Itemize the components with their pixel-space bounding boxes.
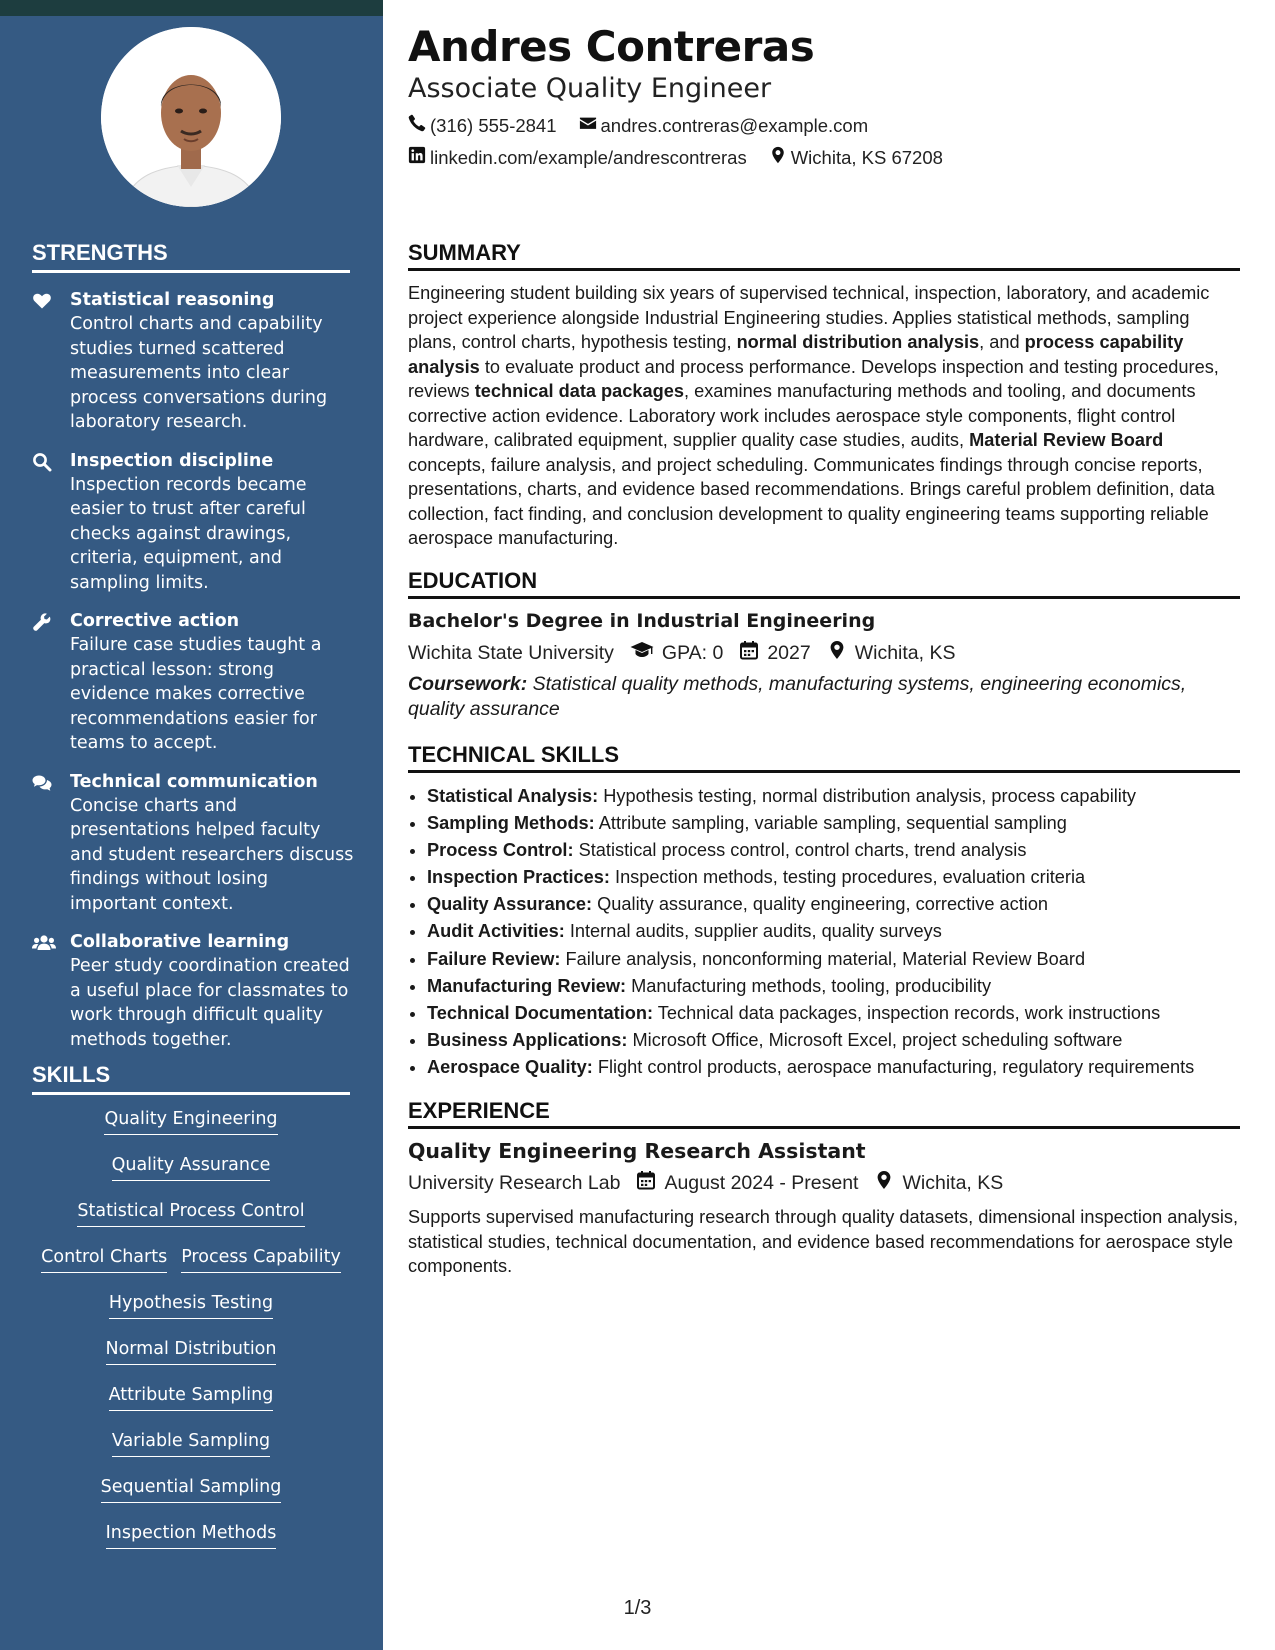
list-item [427, 810, 1259, 837]
summary-emphasis: Material Review Board [969, 430, 1164, 450]
sidebar-top-band [0, 0, 383, 16]
graduation-year: 2027 [767, 641, 811, 664]
skill-tag: Statistical Process Control [77, 1200, 304, 1227]
map-pin-icon [827, 640, 855, 666]
skills-cloud [32, 1108, 350, 1568]
summary-segment: to evaluate product and process performance. Develops inspection and testing procedures, reviews [408, 356, 1219, 401]
job-role: Quality Engineering Research Assistant [408, 1139, 866, 1163]
comments-icon [32, 773, 52, 793]
skill-label: Quality Assurance: [427, 894, 593, 915]
experience-location-text: Wichita, KS [902, 1171, 1004, 1194]
heart-icon [32, 291, 52, 311]
strength-title: Corrective action [70, 611, 240, 631]
list-item [427, 918, 1259, 945]
contact-line-2 [408, 146, 965, 169]
skill-tag: Control Charts [41, 1246, 167, 1273]
linkedin-contact[interactable] [408, 146, 747, 169]
skill-tag: Variable Sampling [112, 1430, 270, 1457]
education-meta [408, 640, 972, 666]
summary-heading: SUMMARY [408, 240, 1240, 271]
skill-value: Quality assurance, quality engineering, corrective action [597, 894, 1049, 915]
strength-title: Technical communication [70, 771, 318, 792]
users-icon [32, 933, 52, 953]
technical-skills-heading: TECHNICAL SKILLS [408, 742, 1240, 773]
strength-title: Collaborative learning [70, 932, 290, 952]
email-contact[interactable] [579, 114, 869, 137]
strength-desc: Peer study coordination created a useful place for classmates to work through difficult quality methods together. [70, 956, 350, 1050]
wrench-icon [32, 612, 52, 632]
skill-label: Failure Review: [427, 948, 561, 969]
linkedin-icon [408, 146, 430, 169]
skill-tag: Quality Assurance [112, 1154, 271, 1181]
summary-emphasis: normal distribution analysis [736, 332, 980, 352]
skill-value: Attribute sampling, variable sampling, sequential sampling [598, 813, 1067, 834]
strengths-heading: STRENGTHS [32, 240, 350, 273]
location-text: Wichita, KS 67208 [790, 146, 943, 168]
employment-dates: August 2024 - Present [664, 1171, 859, 1194]
skill-label: Sampling Methods: [427, 813, 595, 834]
skill-value: Microsoft Office, Microsoft Excel, project scheduling software [632, 1029, 1123, 1050]
skill-label: Business Applications: [427, 1029, 628, 1050]
degree-title: Bachelor's Degree in Industrial Engineering [408, 610, 876, 632]
summary-segment: , and [979, 332, 1025, 352]
education-location-text: Wichita, KS [854, 641, 956, 664]
page-number: 1/3 [623, 1597, 652, 1619]
profile-photo [101, 27, 281, 207]
phone-text: (316) 555-2841 [430, 114, 557, 136]
summary-emphasis: technical data packages [474, 381, 684, 401]
email-text: andres.contreras@example.com [600, 114, 869, 136]
strength-item [32, 930, 354, 1052]
year-item [739, 640, 810, 666]
summary-segment: Engineering student building six years of supervised technical, inspection, laboratory, and academic project experience alongside Industrial Engineering studies. Applies statistical methods, sampling plans, control charts, hypothesis testing, [408, 283, 1210, 352]
summary-segment: concepts, failure analysis, and project scheduling. Communicates findings through concise reports, presentations, charts, and evidence based recommendations. Brings careful problem definition, data collection, fact finding, and conclusion development to quality engineering teams supporting reliable aerospace manufacturing. [408, 454, 1215, 548]
skill-tag: Normal Distribution [106, 1338, 277, 1365]
list-item [427, 1000, 1259, 1027]
strength-desc: Control charts and capability studies turned scattered measurements into clear process conversations during laboratory research. [70, 314, 328, 432]
list-item [427, 837, 1259, 864]
list-item [427, 973, 1259, 1000]
calendar-icon [636, 1170, 664, 1196]
candidate-name: Andres Contreras [408, 22, 815, 71]
skill-label: Manufacturing Review: [427, 975, 627, 996]
strength-item [32, 288, 354, 435]
phone-icon [408, 114, 430, 137]
summary-segment: , examines manufacturing methods and tooling, and documents corrective action evidence. Laboratory work includes aerospace style components, flight control hardware, calibrated equipment, supplier quality case studies, audits, [408, 381, 1196, 450]
coursework [408, 672, 1240, 721]
strengths-list [32, 288, 354, 1066]
location-contact [769, 146, 943, 169]
technical-skills-list [408, 783, 1259, 1081]
summary-text [408, 281, 1240, 551]
skill-tag: Hypothesis Testing [109, 1292, 273, 1319]
experience-location [874, 1170, 1003, 1196]
list-item [427, 891, 1259, 918]
skill-label: Technical Documentation: [427, 1002, 654, 1023]
experience-description: Supports supervised manufacturing research through quality datasets, dimensional inspection analysis, statistical studies, technical documentation, and evidence based recommendations for aerospace style components. [408, 1207, 1239, 1276]
skill-tag: Attribute Sampling [109, 1384, 274, 1411]
skill-label: Aerospace Quality: [427, 1056, 593, 1077]
job-title: Associate Quality Engineer [408, 73, 772, 104]
coursework-label: Coursework: [408, 673, 528, 695]
skill-label: Statistical Analysis: [427, 786, 599, 806]
skill-value: Technical data packages, inspection records, work instructions [657, 1002, 1161, 1023]
skill-tag: Sequential Sampling [101, 1476, 282, 1503]
education-location [827, 640, 956, 666]
calendar-icon [739, 640, 767, 666]
coursework-text: Statistical quality methods, manufacturing systems, engineering economics, quality assurance [408, 673, 1187, 720]
skill-value: Flight control products, aerospace manufacturing, regulatory requirements [597, 1056, 1195, 1077]
strength-desc: Inspection records became easier to trust after careful checks against drawings, criteria, equipment, and sampling limits. [70, 474, 307, 593]
linkedin-text: linkedin.com/example/andrescontreras [430, 146, 747, 168]
organization-name: University Research Lab [408, 1171, 621, 1194]
summary-emphasis: process capability analysis [408, 332, 1184, 377]
strength-title: Statistical reasoning [70, 290, 275, 310]
skill-value: Statistical process control, control charts, trend analysis [578, 840, 1027, 861]
gpa-text: GPA: 0 [661, 641, 724, 664]
graduation-cap-icon [630, 640, 662, 666]
education-heading: EDUCATION [408, 568, 1240, 599]
skill-tag: Inspection Methods [106, 1522, 277, 1549]
skill-value: Hypothesis testing, normal distribution analysis, process capability [603, 786, 1136, 806]
skill-label: Process Control: [427, 840, 574, 861]
skill-value: Manufacturing methods, tooling, producibility [631, 975, 992, 996]
search-icon [32, 452, 52, 472]
skill-label: Audit Activities: [427, 921, 565, 942]
contact-line-1 [408, 114, 890, 137]
list-item [427, 1027, 1259, 1054]
strength-item [32, 770, 354, 917]
skill-label: Inspection Practices: [427, 867, 610, 888]
skill-tag: Process Capability [181, 1246, 341, 1273]
school-name: Wichita State University [408, 641, 614, 664]
strength-title: Inspection discipline [70, 450, 274, 471]
sidebar [0, 0, 383, 1650]
skills-heading: SKILLS [32, 1062, 350, 1095]
skill-value: Inspection methods, testing procedures, evaluation criteria [615, 867, 1086, 888]
experience-meta [408, 1170, 1019, 1196]
strength-desc: Failure case studies taught a practical lesson: strong evidence makes corrective recommendations easier for teams to accept. [70, 635, 322, 753]
dates-item [636, 1170, 858, 1196]
list-item [427, 783, 1259, 810]
strength-item [32, 609, 354, 756]
skill-value: Internal audits, supplier audits, quality surveys [569, 921, 942, 942]
skill-tag: Quality Engineering [104, 1108, 277, 1135]
envelope-icon [579, 114, 601, 137]
phone-contact[interactable] [408, 114, 557, 137]
list-item [427, 946, 1259, 973]
strength-item [32, 449, 354, 596]
experience-heading: EXPERIENCE [408, 1098, 1240, 1129]
map-pin-icon [769, 146, 791, 169]
list-item [427, 864, 1259, 891]
strength-desc: Concise charts and presentations helped faculty and student researchers discuss findings without losing important context. [70, 795, 354, 914]
list-item [427, 1054, 1259, 1081]
gpa-item [630, 640, 723, 666]
skill-value: Failure analysis, nonconforming material, Material Review Board [565, 948, 1086, 969]
map-pin-icon [874, 1170, 902, 1196]
